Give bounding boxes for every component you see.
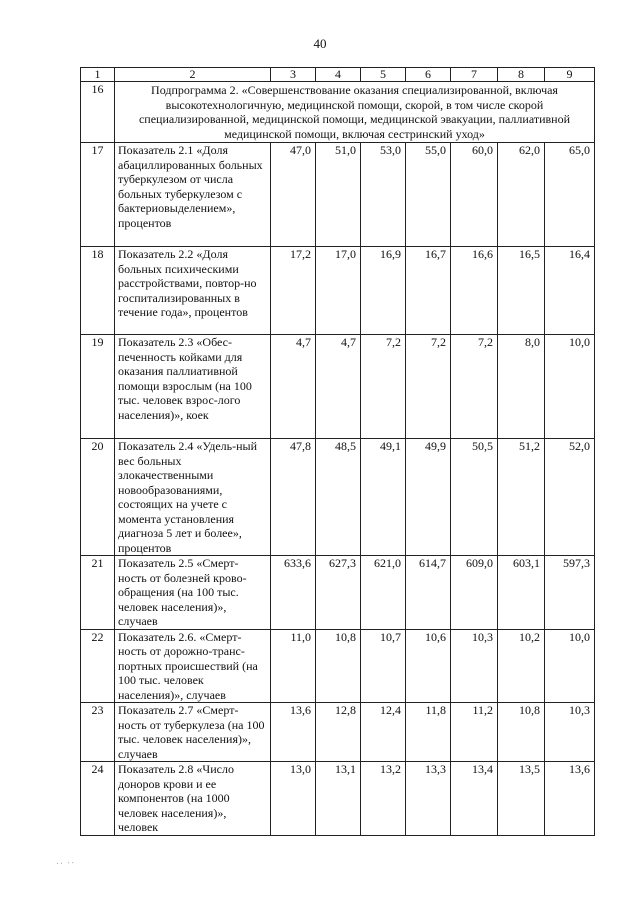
row-number: 18 xyxy=(81,247,115,335)
row-number: 21 xyxy=(81,556,115,630)
indicator-label: Показатель 2.3 «Обес-печенность койками для оказания паллиативной помощи взрослым (на 100 тыс. человек взрос-лого населения)», коек xyxy=(115,335,271,439)
row-number: 16 xyxy=(81,82,115,143)
column-header: 7 xyxy=(451,68,498,82)
indicator-value: 53,0 xyxy=(361,143,406,247)
indicator-value: 10,6 xyxy=(406,629,451,703)
indicator-value: 10,3 xyxy=(545,703,595,762)
indicator-label: Показатель 2.4 «Удель-ный вес больных злокачественными новообразованиями, состоящих на учете с момента установления диагноза 5 лет и более», процентов xyxy=(115,439,271,556)
indicator-value: 17,2 xyxy=(271,247,316,335)
indicator-value: 621,0 xyxy=(361,556,406,630)
indicator-label: Показатель 2.2 «Доля больных психическими расстройствами, повтор-но госпитализированных в течение года», процентов xyxy=(115,247,271,335)
column-header: 1 xyxy=(81,68,115,82)
indicator-value: 603,1 xyxy=(498,556,545,630)
margin-stamp-mark: ·· ·· xyxy=(55,857,76,869)
indicator-value: 55,0 xyxy=(406,143,451,247)
indicator-value: 52,0 xyxy=(545,439,595,556)
column-header: 8 xyxy=(498,68,545,82)
indicator-value: 13,6 xyxy=(545,762,595,836)
indicator-label: Показатель 2.8 «Число доноров крови и ее компонентов (на 1000 человек населения)», человек xyxy=(115,762,271,836)
column-header: 6 xyxy=(406,68,451,82)
indicator-value: 13,3 xyxy=(406,762,451,836)
indicator-value: 65,0 xyxy=(545,143,595,247)
indicator-value: 16,5 xyxy=(498,247,545,335)
indicator-value: 597,3 xyxy=(545,556,595,630)
page-number: 40 xyxy=(313,36,327,51)
row-number: 22 xyxy=(81,629,115,703)
indicator-value: 16,4 xyxy=(545,247,595,335)
column-header: 5 xyxy=(361,68,406,82)
indicator-value: 614,7 xyxy=(406,556,451,630)
indicator-value: 60,0 xyxy=(451,143,498,247)
indicator-value: 4,7 xyxy=(316,335,361,439)
indicator-value: 13,5 xyxy=(498,762,545,836)
indicator-label: Показатель 2.5 «Смерт-ность от болезней крово-обращения (на 100 тыс. человек населения)», случаев xyxy=(115,556,271,630)
indicator-row xyxy=(81,247,595,335)
subprogram-title: Подпрограмма 2. «Совершенствование оказания специализированной, включая высокотехнологичную, медицинской помощи, скорой, в том числе скорой специализированной, медицинской помощи, медицинской эвакуации, паллиативной медицинской помощи, включая сестринский уход» xyxy=(115,82,595,143)
row-number: 17 xyxy=(81,143,115,247)
row-number: 24 xyxy=(81,762,115,836)
indicator-value: 10,7 xyxy=(361,629,406,703)
indicator-row xyxy=(81,335,595,439)
indicator-label: Показатель 2.1 «Доля абациллированных больных туберкулезом от числа больных туберкулезом с бактериовыделением», процентов xyxy=(115,143,271,247)
indicator-value: 13,1 xyxy=(316,762,361,836)
indicator-row xyxy=(81,762,595,836)
indicator-value: 10,8 xyxy=(316,629,361,703)
indicator-value: 62,0 xyxy=(498,143,545,247)
indicator-value: 8,0 xyxy=(498,335,545,439)
column-header: 9 xyxy=(545,68,595,82)
indicator-value: 48,5 xyxy=(316,439,361,556)
indicator-value: 7,2 xyxy=(406,335,451,439)
indicator-value: 10,8 xyxy=(498,703,545,762)
indicator-row xyxy=(81,629,595,703)
indicator-value: 627,3 xyxy=(316,556,361,630)
indicator-value: 49,1 xyxy=(361,439,406,556)
row-number: 20 xyxy=(81,439,115,556)
indicator-value: 7,2 xyxy=(361,335,406,439)
indicator-value: 17,0 xyxy=(316,247,361,335)
indicator-value: 13,2 xyxy=(361,762,406,836)
indicator-value: 633,6 xyxy=(271,556,316,630)
indicator-value: 49,9 xyxy=(406,439,451,556)
indicator-value: 51,0 xyxy=(316,143,361,247)
indicator-value: 13,0 xyxy=(271,762,316,836)
column-header: 2 xyxy=(115,68,271,82)
indicator-value: 47,0 xyxy=(271,143,316,247)
column-header: 3 xyxy=(271,68,316,82)
subprogram-row xyxy=(81,82,595,143)
indicator-value: 10,0 xyxy=(545,335,595,439)
indicator-value: 11,0 xyxy=(271,629,316,703)
indicator-value: 11,8 xyxy=(406,703,451,762)
indicator-value: 16,9 xyxy=(361,247,406,335)
indicator-value: 12,4 xyxy=(361,703,406,762)
indicator-row xyxy=(81,556,595,630)
indicator-value: 16,7 xyxy=(406,247,451,335)
indicator-value: 10,2 xyxy=(498,629,545,703)
indicator-label: Показатель 2.7 «Смерт-ность от туберкулеза (на 100 тыс. человек населения)», случаев xyxy=(115,703,271,762)
indicator-row xyxy=(81,143,595,247)
indicator-row xyxy=(81,703,595,762)
column-header: 4 xyxy=(316,68,361,82)
indicator-value: 12,8 xyxy=(316,703,361,762)
indicator-value: 47,8 xyxy=(271,439,316,556)
indicator-value: 7,2 xyxy=(451,335,498,439)
indicator-value: 51,2 xyxy=(498,439,545,556)
indicator-value: 10,3 xyxy=(451,629,498,703)
indicator-label: Показатель 2.6. «Смерт-ность от дорожно-транс-портных происшествий (на 100 тыс. человек населения)», случаев xyxy=(115,629,271,703)
row-number: 23 xyxy=(81,703,115,762)
indicator-value: 13,4 xyxy=(451,762,498,836)
indicators-table xyxy=(80,67,595,836)
indicator-value: 16,6 xyxy=(451,247,498,335)
indicator-value: 11,2 xyxy=(451,703,498,762)
row-number: 19 xyxy=(81,335,115,439)
indicator-value: 50,5 xyxy=(451,439,498,556)
indicator-row xyxy=(81,439,595,556)
indicator-value: 609,0 xyxy=(451,556,498,630)
column-number-row xyxy=(81,68,595,82)
indicator-value: 4,7 xyxy=(271,335,316,439)
indicator-value: 13,6 xyxy=(271,703,316,762)
indicator-value: 10,0 xyxy=(545,629,595,703)
